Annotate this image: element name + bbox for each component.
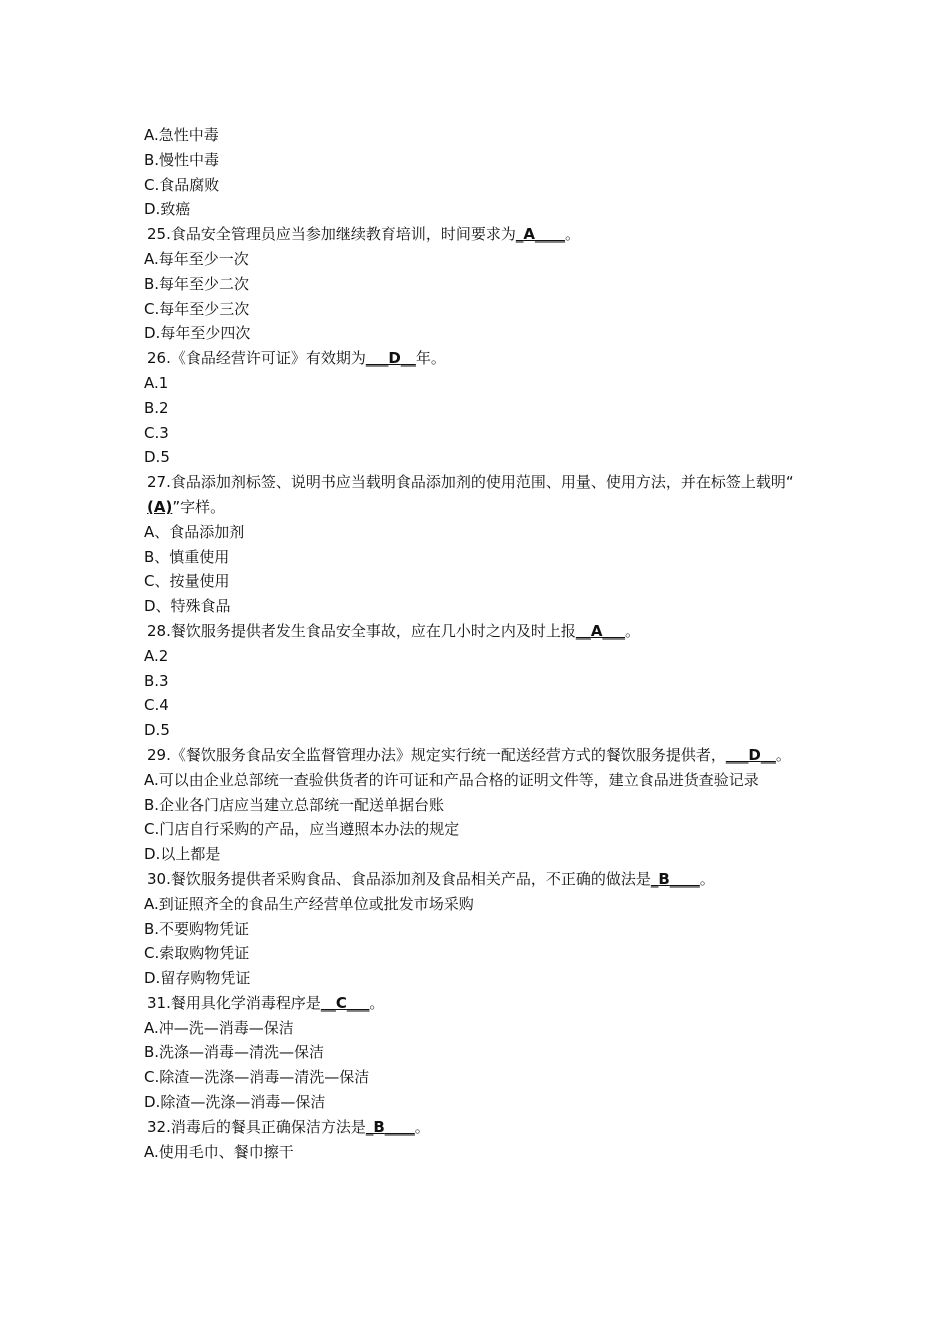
- question-segment: 26.《食品经营许可证》有效期为: [147, 349, 366, 368]
- answer-option: B.慢性中毒: [144, 150, 220, 169]
- answer-key: D: [748, 745, 761, 764]
- answer-option: D.致癌: [144, 200, 191, 219]
- answer-option: B.企业各门店应当建立总部统一配送单据台账: [144, 795, 445, 814]
- answer-option: C.门店自行采购的产品，应当遵照本办法的规定: [144, 820, 460, 839]
- answer-key: B: [373, 1117, 385, 1136]
- answer-option: A.使用毛巾、餐巾擦干: [144, 1142, 294, 1161]
- question-text: [144, 867, 814, 892]
- question-segment: 27.食品添加剂标签、说明书应当载明食品添加剂的使用范围、用量、使用方法，并在标签上载明“: [147, 473, 794, 492]
- answer-key: C: [335, 993, 347, 1012]
- answer-option: C.每年至少三次: [144, 299, 250, 318]
- answer-option: C.索取购物凭证: [144, 944, 250, 963]
- question-segment: 。: [414, 1117, 430, 1136]
- answer-blank: __: [400, 349, 416, 368]
- answer-option: A.冲—洗—消毒—保洁: [144, 1018, 294, 1037]
- question-segment: 年。: [415, 349, 446, 368]
- question-segment: 。: [624, 621, 640, 640]
- question-segment: 30.餐饮服务提供者采购食品、食品添加剂及食品相关产品，不正确的做法是: [147, 869, 651, 888]
- answer-blank: _: [515, 225, 524, 244]
- question-segment: 。: [564, 225, 580, 244]
- answer-option: A.每年至少一次: [144, 249, 249, 268]
- answer-option: A、食品添加剂: [144, 522, 245, 541]
- answer-option: B.3: [144, 671, 169, 690]
- answer-blank: __: [320, 993, 336, 1012]
- answer-option: D.5: [144, 448, 170, 467]
- question-segment: 。: [699, 869, 715, 888]
- answer-key: D: [388, 349, 401, 368]
- question-text: [144, 470, 814, 520]
- answer-option: C.除渣—洗涤—消毒—清洗—保洁: [144, 1068, 370, 1087]
- answer-blank: ___: [602, 621, 625, 640]
- answer-option: D.留存购物凭证: [144, 969, 251, 988]
- answer-option: B.2: [144, 398, 169, 417]
- answer-blank: ___: [346, 993, 370, 1012]
- answer-option: A.1: [144, 373, 169, 392]
- answer-blank: ___: [365, 349, 389, 368]
- question-segment: 。: [775, 745, 791, 764]
- answer-option: C.食品腐败: [144, 175, 220, 194]
- question-segment: ”字样。: [172, 497, 226, 516]
- answer-option: D、特殊食品: [144, 597, 231, 616]
- answer-blank: _: [365, 1117, 374, 1136]
- question-segment: 32.消毒后的餐具正确保洁方法是: [147, 1117, 366, 1136]
- answer-option: D.每年至少四次: [144, 324, 251, 343]
- answer-option: A.急性中毒: [144, 126, 219, 144]
- question-text: [144, 222, 814, 247]
- answer-option: D.除渣—洗涤—消毒—保洁: [144, 1093, 326, 1112]
- answer-key: (A): [147, 497, 173, 516]
- answer-option: C、按量使用: [144, 572, 230, 591]
- answer-option: B.洗涤—消毒—清洗—保洁: [144, 1043, 325, 1062]
- answer-blank: __: [760, 745, 776, 764]
- question-segment: 25.食品安全管理员应当参加继续教育培训，时间要求为: [147, 225, 516, 244]
- answer-blank: __: [575, 621, 591, 640]
- answer-blank: ___: [725, 745, 749, 764]
- question-text: [144, 619, 814, 644]
- answer-option: A.到证照齐全的食品生产经营单位或批发市场采购: [144, 894, 474, 913]
- question-segment: 。: [369, 993, 385, 1012]
- answer-option: A.可以由企业总部统一查验供货者的许可证和产品合格的证明文件等，建立食品进货查验记录: [144, 770, 759, 789]
- document-page: [144, 123, 814, 1164]
- answer-key: A: [523, 225, 535, 244]
- answer-blank: ____: [384, 1117, 415, 1136]
- question-segment: 29.《餐饮服务食品安全监督管理办法》规定实行统一配送经营方式的餐饮服务提供者，: [147, 745, 726, 764]
- question-segment: 28.餐饮服务提供者发生食品安全事故，应在几小时之内及时上报: [147, 621, 576, 640]
- answer-option: B、慎重使用: [144, 547, 230, 566]
- answer-option: D.5: [144, 721, 170, 740]
- answer-blank: ____: [669, 869, 700, 888]
- answer-key: B: [658, 869, 670, 888]
- question-text: [144, 1115, 814, 1140]
- answer-option: C.3: [144, 423, 169, 442]
- question-text: [144, 346, 814, 371]
- question-segment: 31.餐用具化学消毒程序是: [147, 993, 321, 1012]
- answer-option: D.以上都是: [144, 845, 221, 864]
- question-text: [144, 991, 814, 1016]
- answer-option: C.4: [144, 696, 169, 715]
- answer-option: B.每年至少二次: [144, 274, 250, 293]
- answer-option: A.2: [144, 646, 169, 665]
- question-text: [144, 743, 814, 768]
- answer-blank: _: [650, 869, 659, 888]
- answer-key: A: [590, 621, 603, 640]
- answer-blank: ____: [534, 225, 565, 244]
- answer-option: B.不要购物凭证: [144, 919, 250, 938]
